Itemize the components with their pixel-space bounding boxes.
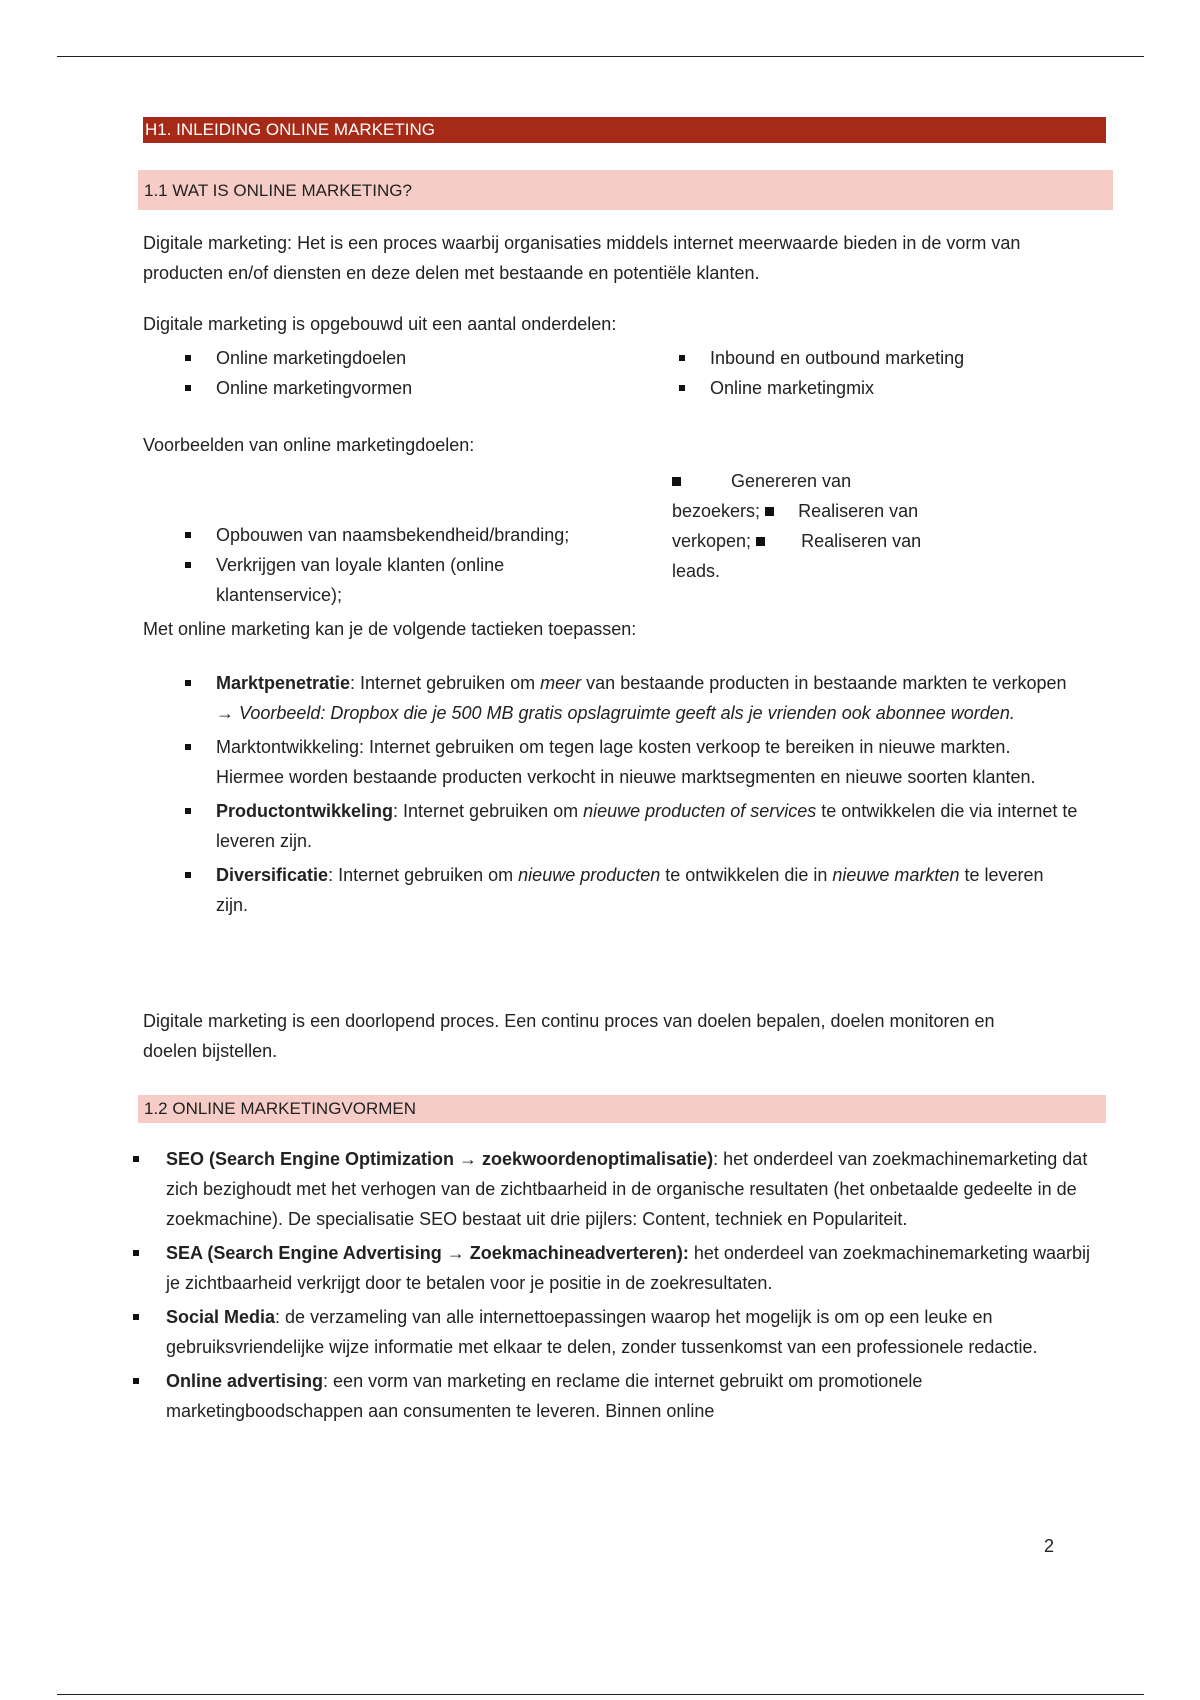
- goals-right-block: [672, 466, 992, 586]
- term: Social Media: [166, 1307, 276, 1327]
- section-heading-1-2: 1.2 ONLINE MARKETINGVORMEN: [138, 1095, 1106, 1123]
- text-run: het onderdeel van zoekmachinemarketing waarbij je zichtbaarheid verkrijgt door te betalen voor je positie in de zoekresultaten.: [166, 1243, 1091, 1293]
- list-item: [143, 860, 1078, 920]
- text-run: te ontwikkelen die in: [660, 865, 833, 885]
- text-run: : Internet gebruiken om: [350, 673, 541, 693]
- term: Diversificatie: [216, 865, 329, 885]
- text-run: : de verzameling van alle internettoepassingen waarop het mogelijk is om op een leuke en gebruiksvriendelijke wijze informatie met elkaar te delen, zonder tussenkomst van een professionele redactie.: [166, 1307, 1038, 1357]
- list-item: Online marketingvormen: [143, 373, 613, 403]
- text-run: nieuwe markten: [832, 865, 960, 885]
- list-item: [133, 1144, 1101, 1234]
- list-item: [133, 1366, 1101, 1426]
- goal-text: leads.: [672, 561, 721, 581]
- term: Online advertising: [166, 1371, 324, 1391]
- term: Productontwikkeling: [216, 801, 394, 821]
- goal-text: verkopen;: [672, 531, 752, 551]
- goal-text: bezoekers;: [672, 501, 761, 521]
- tactics-list: [143, 668, 1078, 920]
- term: Marktpenetratie: [216, 673, 351, 693]
- bullet-icon: [756, 537, 765, 546]
- list-item: Marktontwikkeling: Internet gebruiken om tegen lage kosten verkoop te bereiken in nieuwe markten. Hiermee worden bestaande producten verkocht in nieuwe marktsegmenten en nieuwe soorten klanten.: [143, 732, 1078, 792]
- term: SEA (Search Engine Advertising → Zoekmachineadverteren):: [166, 1243, 689, 1263]
- list-item: Verkrijgen van loyale klanten (online klantenservice);: [143, 550, 536, 610]
- list-item: [143, 668, 1078, 728]
- closing-paragraph: Digitale marketing is een doorlopend proces. Een continu proces van doelen bepalen, doelen monitoren en doelen bijstellen.: [143, 1011, 995, 1061]
- footer-rule: [57, 1694, 1144, 1695]
- parts-intro: Digitale marketing is opgebouwd uit een aantal onderdelen:: [143, 314, 617, 334]
- text-run: te leveren zijn.: [216, 865, 1044, 915]
- list-item: [133, 1302, 1101, 1362]
- definition-paragraph: Digitale marketing: Het is een proces waarbij organisaties middels internet meerwaarde bieden in de vorm van producten en/of diensten en deze delen met bestaande en potentiële klanten.: [143, 233, 1021, 283]
- page-number: 2: [1044, 1536, 1055, 1556]
- text-run: : Internet gebruiken om: [393, 801, 584, 821]
- text-run: : Internet gebruiken om: [328, 865, 519, 885]
- text-run: van bestaande producten in bestaande markten te verkopen →: [216, 673, 1067, 723]
- text-run: te ontwikkelen die via internet te leveren zijn.: [216, 801, 1078, 851]
- term: SEO (Search Engine Optimization → zoekwoordenoptimalisatie): [166, 1149, 714, 1169]
- text-run: : een vorm van marketing en reclame die internet gebruikt om promotionele marketingboodschappen aan consumenten te leveren. Binnen online: [166, 1371, 923, 1421]
- text-run: nieuwe producten: [518, 865, 661, 885]
- text-run: nieuwe producten of services: [583, 801, 817, 821]
- marketing-forms-list: [133, 1144, 1101, 1430]
- list-item: Online marketingmix: [637, 373, 1057, 403]
- text-run: meer: [540, 673, 582, 693]
- goal-text: Genereren van: [731, 471, 852, 491]
- list-item: Online marketingdoelen: [143, 343, 613, 373]
- list-item: [133, 1238, 1101, 1298]
- parts-list-right: [637, 343, 1057, 403]
- tactics-intro: Met online marketing kan je de volgende tactieken toepassen:: [143, 619, 637, 639]
- header-rule: [57, 56, 1144, 57]
- goals-list-left: [143, 520, 623, 610]
- text-run: : het onderdeel van zoekmachinemarketing dat zich bezighoudt met het verhogen van de zichtbaarheid in de organische resultaten (het onbetaalde gedeelte in de zoekmachine). De specialisatie SEO bestaat uit drie pijlers: Content, techniek en Populariteit.: [166, 1149, 1088, 1229]
- bullet-icon: [672, 477, 681, 486]
- goals-intro: Voorbeelden van online marketingdoelen:: [143, 435, 475, 455]
- list-item: [143, 796, 1078, 856]
- bullet-icon: [765, 507, 774, 516]
- text-run: Voorbeeld: Dropbox die je 500 MB gratis opslagruimte geeft als je vrienden ook abonnee worden.: [239, 703, 1015, 723]
- list-item: Opbouwen van naamsbekendheid/branding;: [143, 520, 623, 550]
- list-item: Inbound en outbound marketing: [637, 343, 1057, 373]
- parts-list-left: [143, 343, 613, 403]
- section-heading-1-1: 1.1 WAT IS ONLINE MARKETING?: [138, 170, 1113, 210]
- chapter-heading: H1. INLEIDING ONLINE MARKETING: [143, 117, 1106, 143]
- goal-text: Realiseren van: [798, 501, 919, 521]
- goal-text: Realiseren van: [801, 531, 922, 551]
